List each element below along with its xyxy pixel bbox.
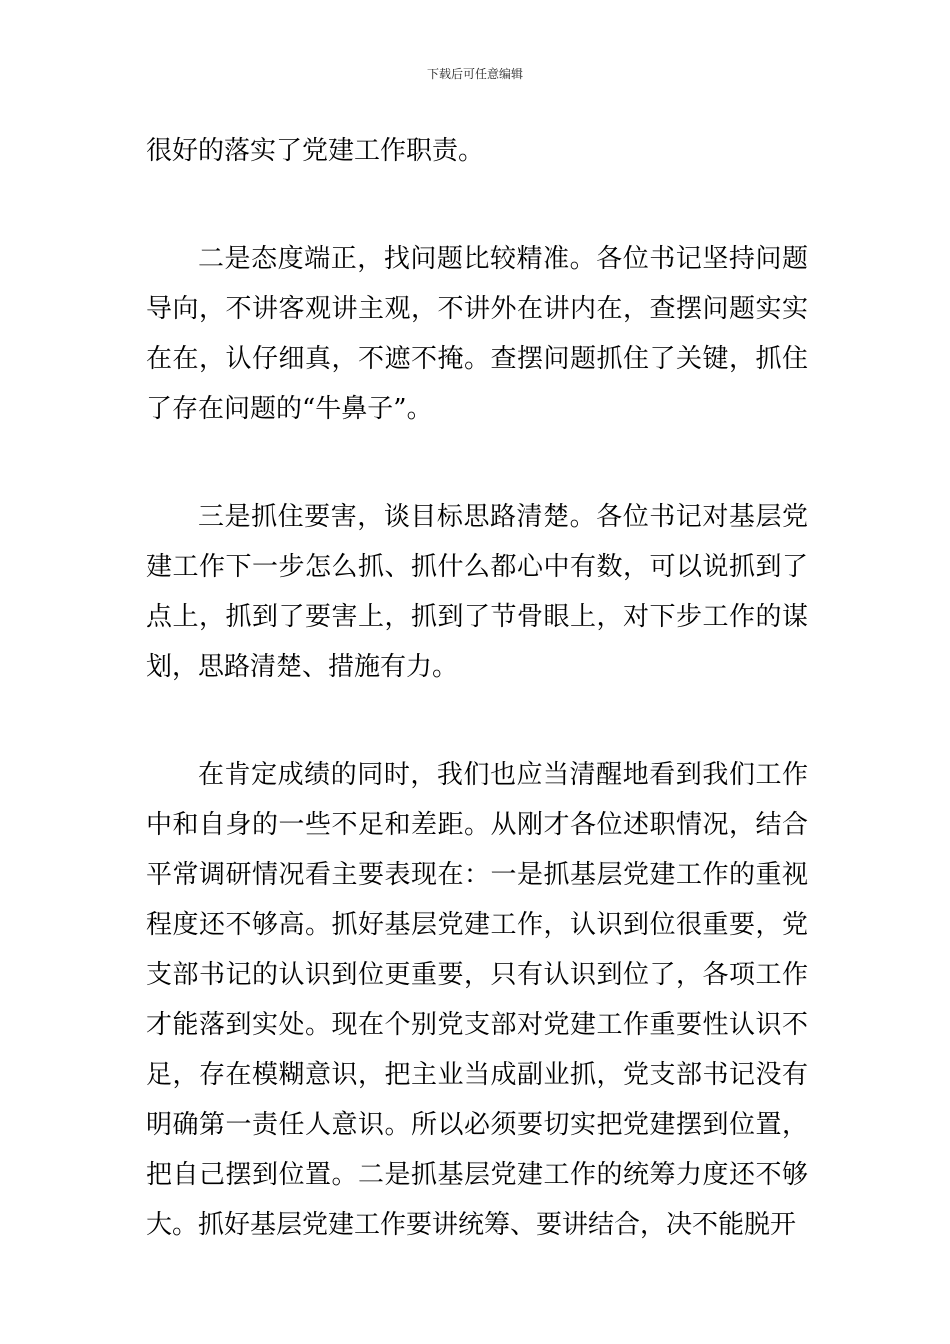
paragraph-4: 在肯定成绩的同时，我们也应当清醒地看到我们工作中和自身的一些不足和差距。从刚才各位述职情况，结合平常调研情况看主要表现在：一是抓基层党建工作的重视程度还不够高。抓好基层党建工作，认识到位很重要，党支部书记的认识到位更重要，只有认识到位了，各项工作才能落到实处。现在个别党支部对党建工作重要性认识不足，存在模糊意识，把主业当成副业抓，党支部书记没有明确第一责任人意识。所以必须要切实把党建摆到位置，把自己摆到位置。二是抓基层党建工作的统筹力度还不够大。抓好基层党建工作要讲统筹、要讲结合，决不能脱开 — [146, 760, 808, 1240]
paragraph-gap — [146, 176, 808, 234]
paragraph-2: 二是态度端正，找问题比较精准。各位书记坚持问题导向，不讲客观讲主观，不讲外在讲内在，查摆问题实实在在，认仔细真，不遮不掩。查摆问题抓住了关键，抓住了存在问题的“牛鼻子”。 — [146, 244, 808, 424]
page-header: 下载后可任意编辑 — [426, 67, 523, 81]
paragraph-3: 三是抓住要害，谈目标思路清楚。各位书记对基层党建工作下一步怎么抓、抓什么都心中有数，可以说抓到了点上，抓到了要害上，抓到了节骨眼上，对下步工作的谋划，思路清楚、措施有力。 — [146, 502, 808, 682]
document-body — [146, 126, 808, 1250]
paragraph-gap — [146, 692, 808, 750]
paragraph-1: 很好的落实了党建工作职责。 — [146, 136, 485, 166]
paragraph-gap — [146, 434, 808, 492]
